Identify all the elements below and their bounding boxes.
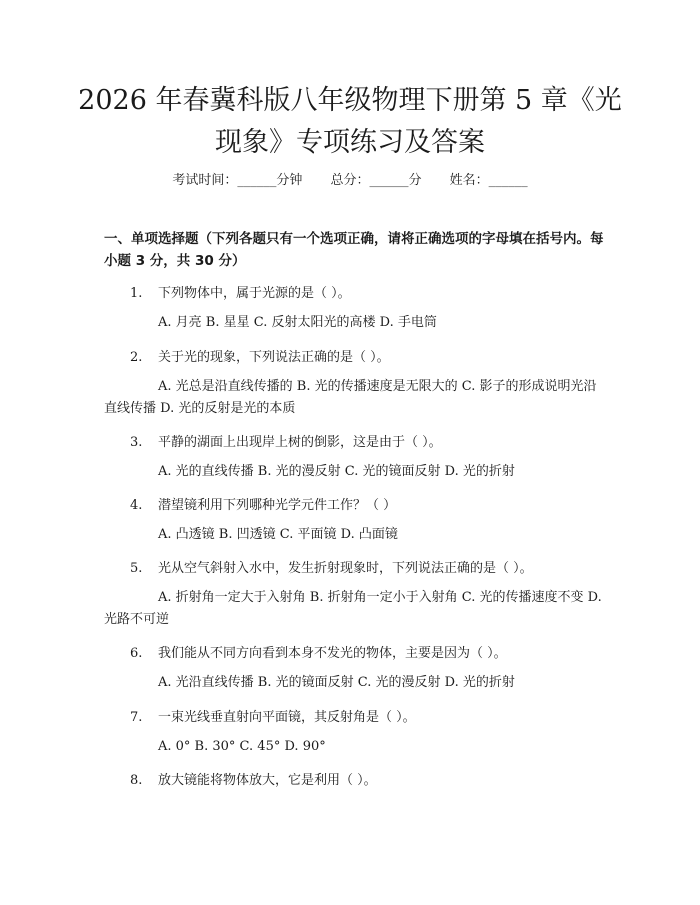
question-number: 3. [130, 435, 143, 450]
question-number: 1. [130, 286, 143, 301]
question-number: 7. [130, 710, 143, 725]
question-text: 平静的湖面上出现岸上树的倒影，这是由于（ ）。 [158, 435, 442, 450]
question-number: 6. [130, 646, 143, 661]
question-options: A. 折射角一定大于入射角 B. 折射角一定小于入射角 C. 光的传播速度不变 D. 光路不可逆 [104, 590, 602, 627]
title-line-2: 现象》专项练习及答案 [215, 127, 485, 158]
question-number: 8. [130, 773, 143, 788]
question-text: 我们能从不同方向看到本身不发光的物体，主要是因为（ ）。 [158, 646, 507, 661]
question-text: 下列物体中，属于光源的是（ ）。 [158, 286, 351, 301]
question-options: A. 0° B. 30° C. 45° D. 90° [158, 739, 326, 754]
question-stem [130, 346, 390, 365]
exam-meta [0, 169, 700, 188]
question-text: 放大镜能将物体放大，它是利用（ ）。 [158, 773, 377, 788]
question-stem [130, 557, 533, 576]
question-options: A. 光沿直线传播 B. 光的镜面反射 C. 光的漫反射 D. 光的折射 [158, 675, 515, 690]
section-heading: 一、单项选择题（下列各题只有一个选项正确，请将正确选项的字母填在括号内。每小题 3 分，共 30 分） [104, 231, 604, 269]
question-stem [130, 431, 442, 450]
question-text: 关于光的现象，下列说法正确的是（ ）。 [158, 350, 390, 365]
question-options: A. 光总是沿直线传播的 B. 光的传播速度是无限大的 C. 影子的形成说明光沿直线传播 D. 光的反射是光的本质 [104, 379, 597, 416]
question-options: A. 光的直线传播 B. 光的漫反射 C. 光的镜面反射 D. 光的折射 [158, 464, 515, 479]
document-title [0, 80, 700, 164]
question-stem [130, 494, 396, 513]
question-number: 4. [130, 498, 143, 513]
question-text: 一束光线垂直射向平面镜，其反射角是（ ）。 [158, 710, 416, 725]
question-stem [130, 642, 507, 661]
question-stem [130, 282, 351, 301]
question-number: 2. [130, 350, 143, 365]
question-stem [130, 706, 416, 725]
question-text: 潜望镜利用下列哪种光学元件工作？（ ） [158, 498, 397, 513]
question-text: 光从空气斜射入水中，发生折射现象时，下列说法正确的是（ ）。 [158, 561, 533, 576]
exam-time-field: 考试时间：______分钟 [172, 173, 303, 188]
name-field: 姓名：______ [449, 173, 528, 188]
question-options: A. 月亮 B. 星星 C. 反射太阳光的高楼 D. 手电筒 [158, 315, 437, 330]
question-options: A. 凸透镜 B. 凹透镜 C. 平面镜 D. 凸面镜 [158, 527, 398, 542]
question-stem [130, 769, 377, 788]
title-line-1: 2026 年春冀科版八年级物理下册第 5 章《光 [78, 85, 622, 116]
total-score-field: 总分：______分 [330, 173, 422, 188]
question-number: 5. [130, 561, 143, 576]
